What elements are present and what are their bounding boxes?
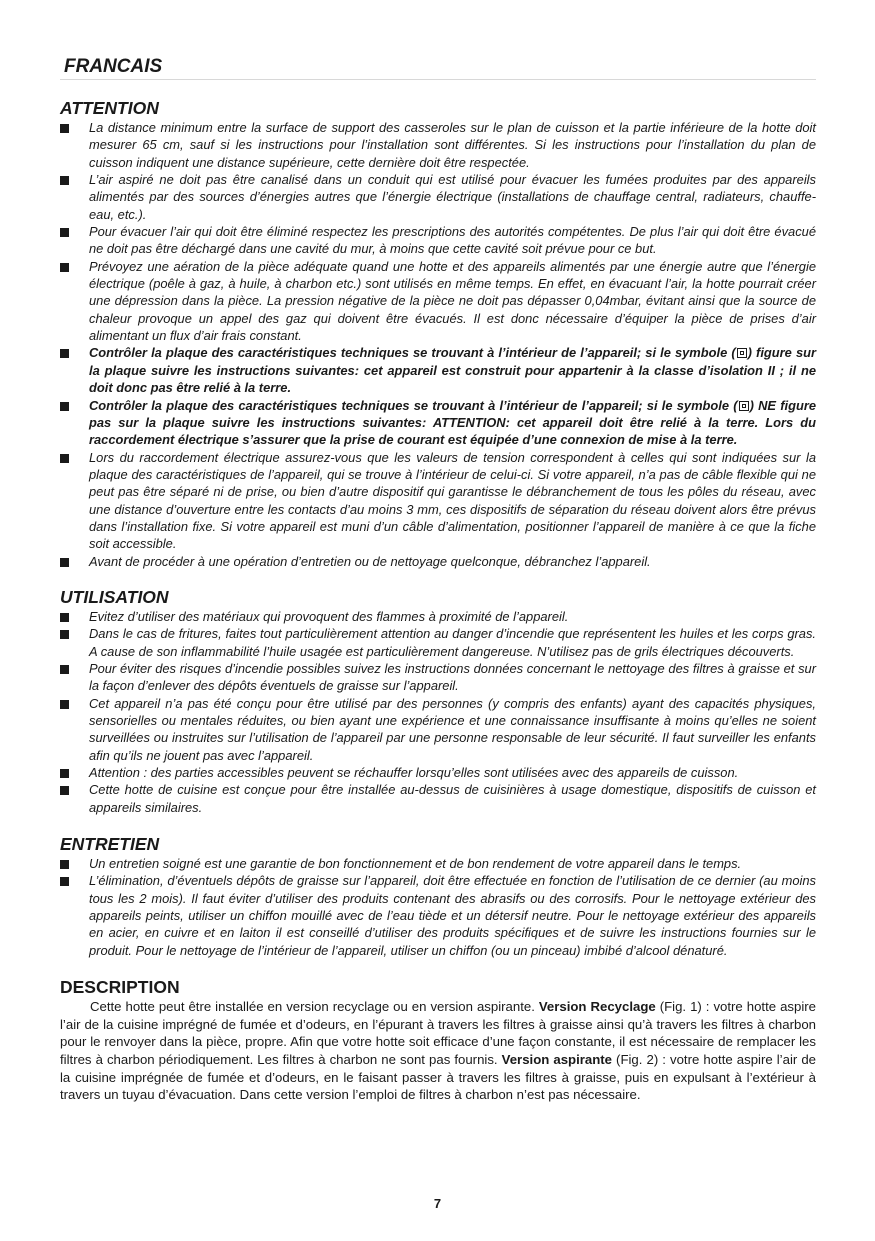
bullet-icon <box>60 630 69 639</box>
list-item: Lors du raccordement électrique assurez-vous que les valeurs de tension correspondent à celles qui sont indiquées sur la plaque des caractéristiques de l’appareil, qui se trouve à l’intérieur de celui-ci. Si votre appareil, n’a pas de câble flexible qui ne peut pas être séparé ni de prise, ou bien d’autre dispositif qui garantisse le débranchement de tous les pôles du réseau, avec une distance d’ouverture entre les contacts d’au moins 3 mm, ces dispositifs de séparation du réseau doivent alors être prévus dans l’installation fixe. Si votre appareil est muni d’un câble d’alimentation, positionner l’appareil de manière à ce que la fiche soit accessible. <box>60 449 816 553</box>
description-paragraph: Cette hotte peut être installée en version recyclage ou en version aspirante. Version Recyclage (Fig. 1) : votre hotte aspire l’air de la cuisine imprégné de fumée et d’odeurs, en l’épurant à travers les filtres à graisse ainsi qu’à travers les filtres à charbon pour le renvoyer dans la pièce, propre. Afin que votre hotte soit efficace d’une façon constante, il est nécessaire de remplacer les filtres à charbon périodiquement. Les filtres à charbon ne sont pas fournis. Version aspirante (Fig. 2) : votre hotte aspire l’air de la cuisine imprégnée de fumée et d’odeurs, en le faisant passer à travers les filtres à graisse, puis en expulsant à l’extérieur à travers un tuyau d’évacuation. Dans cette version l’emploi de filtres à charbon n’est pas nécessaire. <box>60 999 816 1103</box>
bullet-icon <box>60 124 69 133</box>
list-item: Avant de procéder à une opération d’entretien ou de nettoyage quelconque, débranchez l’appareil. <box>60 553 816 570</box>
section-title-entretien: ENTRETIEN <box>60 834 160 855</box>
page-number: 7 <box>433 1196 442 1211</box>
bullet-icon <box>60 349 69 358</box>
list-item-class-ii: Contrôler la plaque des caractéristiques techniques se trouvant à l’intérieur de l’appareil; si le symbole ( ) figure sur la plaque suivre les instructions suivantes: cet appareil est construit pour appartenir à la classe d’isolation II ; il ne doit donc pas être relié à la terre. <box>60 344 816 396</box>
list-item: La distance minimum entre la surface de support des casseroles sur le plan de cuisson et la partie inférieure de la hotte doit mesurer 65 cm, sauf si les instructions pour l’installation sont différentes. Si les instructions pour l’installation du plan de cuisson indiquent une distance supérieure, cette dernière doit être respectée. <box>60 119 816 171</box>
list-item: L’air aspiré ne doit pas être canalisé dans un conduit qui est utilisé pour évacuer les fumées produites par des appareils alimentés par des sources d’énergies autres que l’énergie électrique (installations de chauffage central, radiateurs, chauffe-eau, etc.). <box>60 171 816 223</box>
bullet-icon <box>60 877 69 886</box>
language-header: FRANCAIS <box>60 56 816 80</box>
list-item: Un entretien soigné est une garantie de bon fonctionnement et de bon rendement de votre appareil dans le temps. <box>60 855 816 872</box>
bullet-icon <box>60 228 69 237</box>
section-description <box>60 976 816 1104</box>
section-entretien <box>60 833 816 959</box>
bullet-icon <box>60 263 69 272</box>
double-insulation-icon <box>739 401 749 411</box>
recycling-version-label: Version Recyclage <box>538 999 656 1015</box>
section-utilisation <box>60 586 816 816</box>
list-item: Cet appareil n’a pas été conçu pour être utilisé par des personnes (y compris des enfants) ayant des capacités physiques, sensorielles ou mentales réduites, ou bien ayant une expérience et une connaissance insuffisante à moins qu’elles ne soient surveillées ou instruites sur l’utilisation de l’appareil par une personne responsable de leur sécurité. Il faut surveiller les enfants afin qu’ils ne jouent pas avec l’appareil. <box>60 695 816 764</box>
bullet-icon <box>60 860 69 869</box>
list-item: Cette hotte de cuisine est conçue pour être installée au-dessus de cuisinières à usage domestique, dispositifs de cuisson et appareils similaires. <box>60 781 816 816</box>
bullet-icon <box>60 176 69 185</box>
section-title-utilisation: UTILISATION <box>60 586 169 607</box>
list-item: Evitez d’utiliser des matériaux qui provoquent des flammes à proximité de l’appareil. <box>60 608 816 625</box>
bullet-icon <box>60 786 69 795</box>
list-item: Attention : des parties accessibles peuvent se réchauffer lorsqu’elles sont utilisées avec des appareils de cuisson. <box>60 764 816 781</box>
section-attention <box>60 97 816 570</box>
double-insulation-icon <box>737 348 747 358</box>
manual-page <box>60 56 816 1104</box>
list-item: Prévoyez une aération de la pièce adéquate quand une hotte et des appareils alimentés par une énergie autre que l’énergie électrique (poêle à gaz, à huile, à charbon etc.) sont utilisés en même temps. En effet, en évacuant l’air, la hotte pourrait créer une dépression dans la pièce. La pression négative de la pièce ne doit pas dépasser 0,04mbar, évitant ainsi que la source de chaleur provoque un appel des gaz qui doivent être évacués. Il est donc nécessaire d’équiper la pièce de prises d’air alimentant un flux d’air frais constant. <box>60 258 816 345</box>
list-item: L’élimination, d’éventuels dépôts de graisse sur l’appareil, doit être effectuée en fonction de l’utilisation de ce dernier (au moins tous les 2 mois). Il faut éviter d’utiliser des produits contenant des abrasifs ou des corrosifs. Pour le nettoyage extérieur des appareils peints, utiliser un chiffon mouillé avec de l’eau tiède et un détersif neutre. Pour le nettoyage extérieur des appareils en acier, en cuivre et en laiton il est conseillé d’utiliser des produits spécifiques et de suivre les instructions fournies sur le produit. Pour le nettoyage de l’intérieur de l’appareil, utiliser un chiffon (ou un pinceau) imbibé d’alcool dénaturé. <box>60 872 816 959</box>
utilisation-list <box>60 608 816 816</box>
section-title-attention: ATTENTION <box>60 98 159 118</box>
list-item: Pour évacuer l’air qui doit être éliminé respectez les prescriptions des autorités compétentes. De plus l’air qui doit être évacué ne doit pas être déchargé dans une cavité du mur, à moins que cette cavité soit prévue pour ce but. <box>60 223 816 258</box>
list-item: Dans le cas de fritures, faites tout particulièrement attention au danger d’incendie que représentent les huiles et les corps gras. A cause de son inflammabilité l’huile usagée est particulièrement dangereuse. N’utilisez pas de grils électriques découverts. <box>60 625 816 660</box>
section-title-description: DESCRIPTION <box>60 977 180 998</box>
extraction-version-label: Version aspirante <box>501 1051 612 1067</box>
bullet-icon <box>60 454 69 463</box>
bullet-icon <box>60 613 69 622</box>
list-item: Pour éviter des risques d’incendie possibles suivez les instructions données concernant le nettoyage des filtres à graisse et sur la façon d’enlever des dépôts éventuels de graisse sur l’appareil. <box>60 660 816 695</box>
list-item-earthing: Contrôler la plaque des caractéristiques techniques se trouvant à l’intérieur de l’appareil; si le symbole ( ) NE figure pas sur la plaque suivre les instructions suivantes: ATTENTION: cet appareil doit être relié à la terre. Lors du raccordement électrique s’assurer que la prise de courant est équipée d’une connexion de mise à la terre. <box>60 397 816 449</box>
attention-list <box>60 119 816 570</box>
bullet-icon <box>60 665 69 674</box>
bullet-icon <box>60 700 69 709</box>
bullet-icon <box>60 402 69 411</box>
bullet-icon <box>60 769 69 778</box>
entretien-list <box>60 855 816 959</box>
bullet-icon <box>60 558 69 567</box>
